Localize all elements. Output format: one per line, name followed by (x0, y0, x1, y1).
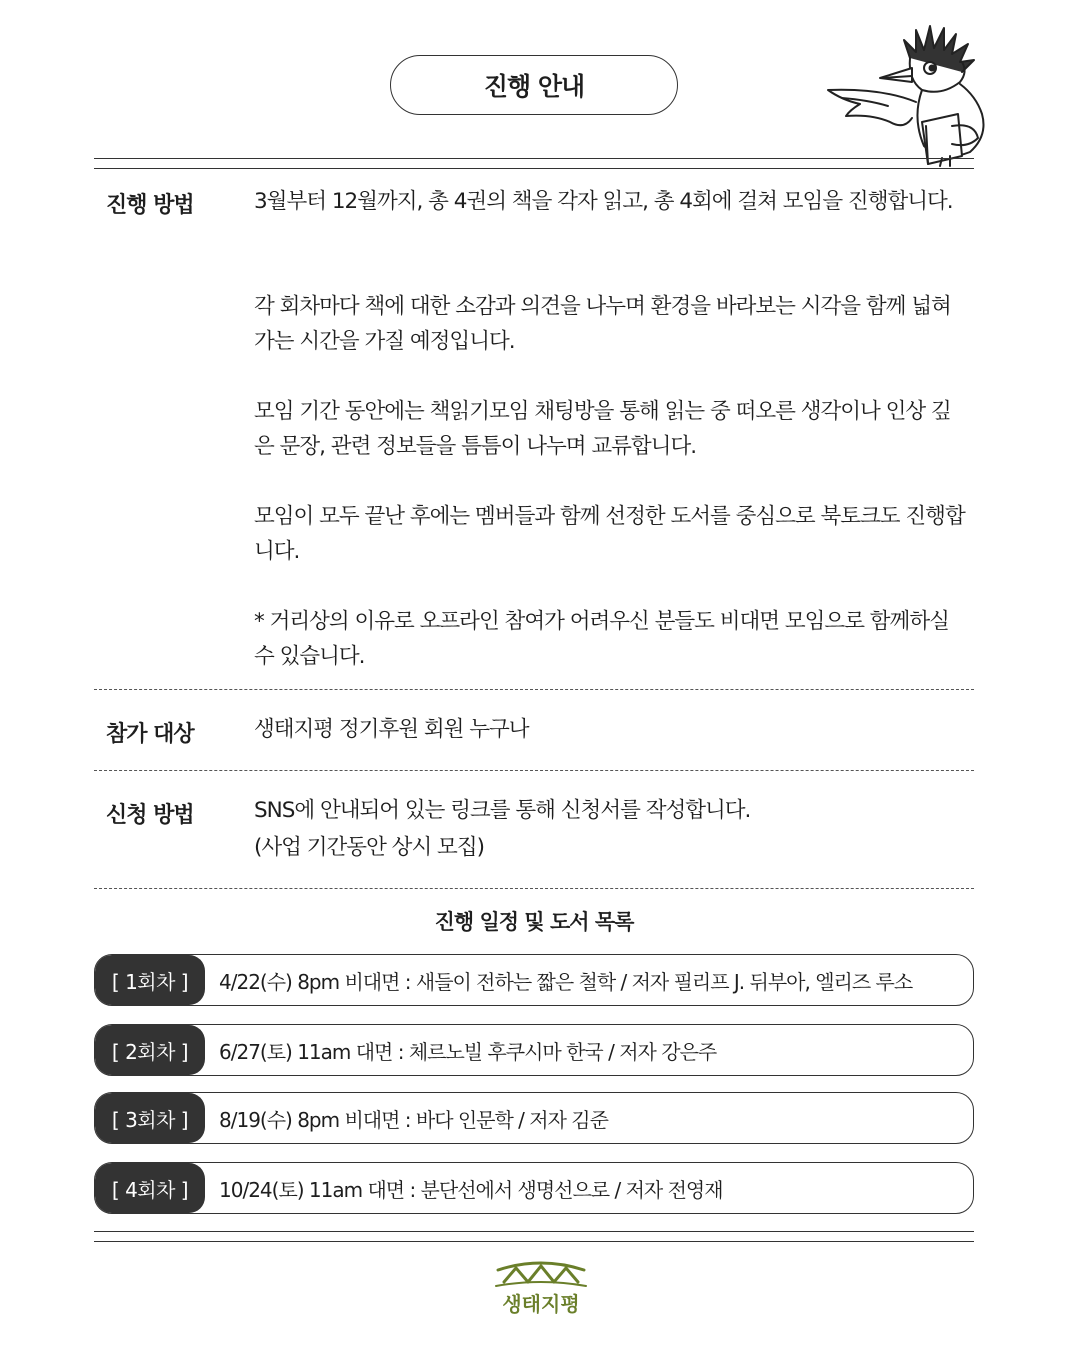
logo-text: 생태지평 (502, 1292, 580, 1316)
schedule-row (94, 1162, 974, 1214)
method-paragraph: 3월부터 12월까지, 총 4권의 책을 각자 읽고, 총 4회에 걸쳐 모임을 진행합니다. (254, 189, 953, 214)
ecohorizon-logo (486, 1256, 596, 1324)
session-text: 4/22(수) 8pm 비대면 : 새들이 전하는 짧은 철학 / 저자 필리프 J. 뒤부아, 엘리즈 루소 (219, 969, 913, 994)
divider (94, 689, 974, 690)
session-text: 10/24(토) 11am 대면 : 분단선에서 생명선으로 / 저자 전영재 (219, 1177, 723, 1202)
session-badge: [ 3회차 ] (95, 1093, 205, 1143)
divider (94, 168, 974, 169)
page-title: 진행 안내 (390, 55, 678, 115)
apply-label: 신청 방법 (106, 803, 194, 828)
divider (94, 888, 974, 889)
apply-note: (사업 기간동안 상시 모집) (254, 835, 484, 860)
session-badge: [ 2회차 ] (95, 1025, 205, 1075)
divider (94, 158, 974, 159)
divider (94, 770, 974, 771)
session-text: 6/27(토) 11am 대면 : 체르노빌 후쿠시마 한국 / 저자 강은주 (219, 1039, 717, 1064)
schedule-row (94, 954, 974, 1006)
schedule-row (94, 1092, 974, 1144)
target-text: 생태지평 정기후원 회원 누구나 (254, 717, 529, 742)
method-note: * 거리상의 이유로 오프라인 참여가 어려우신 분들도 비대면 모임으로 함께하실 수 있습니다. (254, 609, 949, 669)
schedule-title: 진행 일정 및 도서 목록 (434, 910, 634, 934)
session-text: 8/19(수) 8pm 비대면 : 바다 인문학 / 저자 김준 (219, 1107, 608, 1132)
method-paragraph: 모임이 모두 끝난 후에는 멤버들과 함께 선정한 도서를 중심으로 북토크도 진행합니다. (254, 504, 965, 564)
session-badge: [ 1회차 ] (95, 955, 205, 1005)
apply-text: SNS에 안내되어 있는 링크를 통해 신청서를 작성합니다. (254, 798, 751, 823)
schedule-row (94, 1024, 974, 1076)
target-label: 참가 대상 (106, 722, 194, 747)
method-paragraph: 모임 기간 동안에는 책읽기모임 채팅방을 통해 읽는 중 떠오른 생각이나 인상 깊은 문장, 관련 정보들을 틈틈이 나누며 교류합니다. (254, 399, 951, 459)
method-label: 진행 방법 (106, 193, 194, 218)
bird-illustration (812, 18, 992, 168)
divider (94, 1231, 974, 1232)
divider (94, 1241, 974, 1242)
session-badge: [ 4회차 ] (95, 1163, 205, 1213)
method-paragraph: 각 회차마다 책에 대한 소감과 의견을 나누며 환경을 바라보는 시각을 함께 넓혀가는 시간을 가질 예정입니다. (254, 294, 951, 354)
